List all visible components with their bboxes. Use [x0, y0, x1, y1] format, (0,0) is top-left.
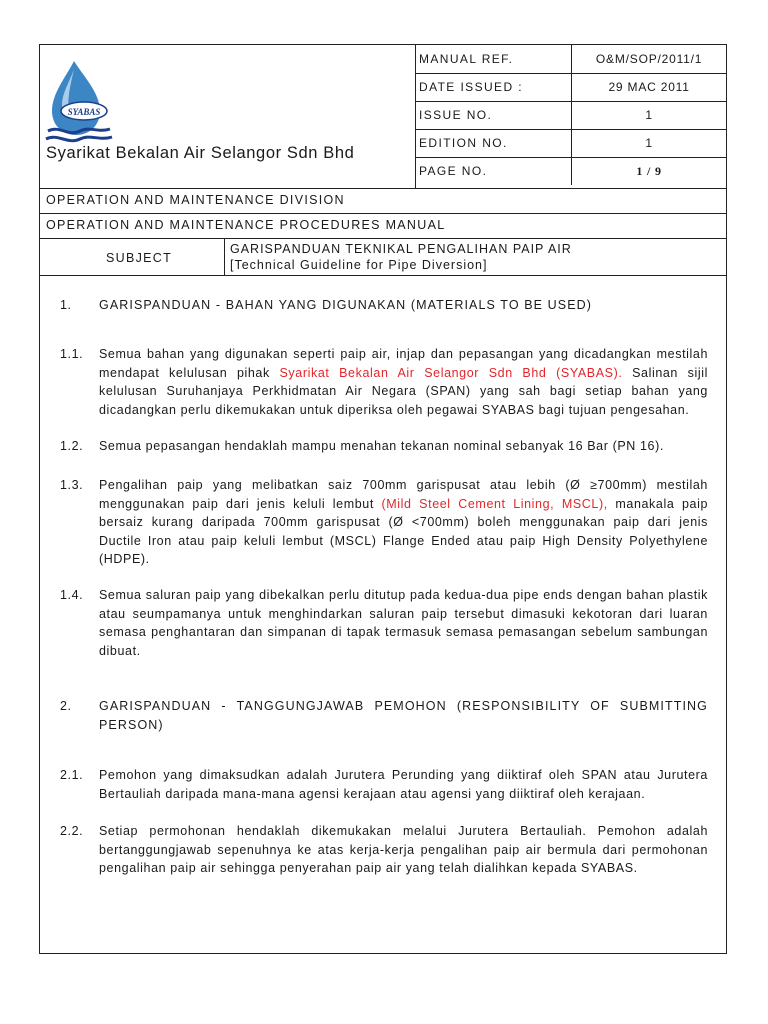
meta-label: MANUAL REF. [415, 45, 572, 73]
meta-value: 29 MAC 2011 [572, 73, 726, 101]
meta-value: 1 / 9 [572, 157, 726, 185]
clause-number: 1.4. [60, 588, 84, 602]
clause-text: Pemohon yang dimaksudkan adalah Jurutera Perunding yang diiktiraf oleh SPAN atau Jurutera Bertauliah daripada mana-mana agensi kerajaan atau agensi yang diiktiraf oleh kerajaan. [99, 768, 708, 801]
document-meta-table [415, 45, 726, 185]
meta-row [415, 73, 726, 101]
clause-text: Pengalihan paip yang melibatkan saiz 700mm garispusat atau lebih (Ø ≥700mm) mestilah menggunakan paip dari jenis keluli lembut (Mild Steel Cement Lining, MSCL), manakala paip bersaiz kurang daripada 700mm garispusat (Ø <700mm) boleh menggunakan paip dari jenis Ductile Iron atau paip keluli lembut (MSCL) Flange Ended atau paip High Density Polyethylene (HDPE). [99, 478, 708, 567]
section-heading-text: GARISPANDUAN - TANGGUNGJAWAB PEMOHON (RESPONSIBILITY OF SUBMITTING PERSON) [99, 699, 708, 732]
meta-label: DATE ISSUED : [415, 73, 572, 101]
clause-number: 1.1. [60, 347, 84, 361]
section-number: 2. [60, 699, 72, 713]
svg-text:SYABAS: SYABAS [67, 107, 101, 117]
division-bar: OPERATION AND MAINTENANCE DIVISION [40, 188, 726, 213]
highlight-text: (Mild Steel Cement Lining, MSCL), [381, 496, 608, 511]
clause-number: 2.1. [60, 768, 84, 782]
meta-label: PAGE NO. [419, 164, 488, 179]
clause-number: 2.2. [60, 824, 84, 838]
meta-label: ISSUE NO. [415, 101, 572, 129]
manual-title-bar: OPERATION AND MAINTENANCE PROCEDURES MANUAL [40, 213, 726, 238]
meta-label: EDITION NO. [415, 129, 572, 157]
section-heading-text: GARISPANDUAN - BAHAN YANG DIGUNAKAN (MATERIALS TO BE USED) [99, 298, 593, 312]
meta-value: 1 [572, 101, 726, 129]
meta-row [415, 45, 726, 73]
meta-row [415, 101, 726, 129]
meta-value: O&M/SOP/2011/1 [572, 45, 726, 73]
subject-title [230, 241, 572, 273]
subject-row [40, 238, 726, 276]
subject-title-en: [Technical Guideline for Pipe Diversion] [230, 258, 488, 272]
meta-row [415, 157, 726, 185]
clause-text: Semua saluran paip yang dibekalkan perlu ditutup pada kedua-dua pipe ends dengan bahan plastik atau seumpamanya untuk menghindarkan saluran paip tersebut dimasuki kekotoran dari luaran semasa penghantaran dan simpanan di tapak termasuk semasa pemasangan sebelum sambungan dibuat. [99, 588, 708, 658]
document-page [39, 44, 727, 954]
highlight-text: Syarikat Bekalan Air Selangor Sdn Bhd (SYABAS). [279, 365, 623, 380]
subject-title-ms: GARISPANDUAN TEKNIKAL PENGALIHAN PAIP AIR [230, 242, 572, 256]
meta-row [415, 129, 726, 157]
meta-value: 1 [572, 129, 726, 157]
clause-text: Semua pepasangan hendaklah mampu menahan tekanan nominal sebanyak 16 Bar (PN 16). [99, 439, 664, 453]
syabas-logo [44, 59, 116, 153]
clause-text: Setiap permohonan hendaklah dikemukakan melalui Jurutera Bertauliah. Pemohon adalah bertanggungjawab sepenuhnya ke atas kerja-kerja pengalihan paip air bermula dari permohonan pengalihan paip air sehingga penyerahan paip air yang telah dialihkan kepada SYABAS. [99, 824, 708, 876]
section-number: 1. [60, 298, 72, 312]
clause-number: 1.3. [60, 478, 84, 492]
clause-number: 1.2. [60, 439, 84, 453]
logo-cell [40, 45, 416, 188]
document-header [40, 45, 726, 188]
clause-text: Semua bahan yang digunakan seperti paip air, injap dan pepasangan yang dicadangkan mestilah mendapat kelulusan pihak Syarikat Bekalan Air Selangor Sdn Bhd (SYABAS). Salinan sijil kelulusan Suruhanjaya Perkhidmatan Air Negara (SPAN) yang sah bagi setiap bahan yang dicadangkan perlu dikemukakan untuk diperiksa oleh pegawai SYABAS bagi tujuan pengesahan. [99, 347, 709, 417]
company-name: Syarikat Bekalan Air Selangor Sdn Bhd [46, 144, 355, 162]
subject-label: SUBJECT [40, 239, 225, 275]
